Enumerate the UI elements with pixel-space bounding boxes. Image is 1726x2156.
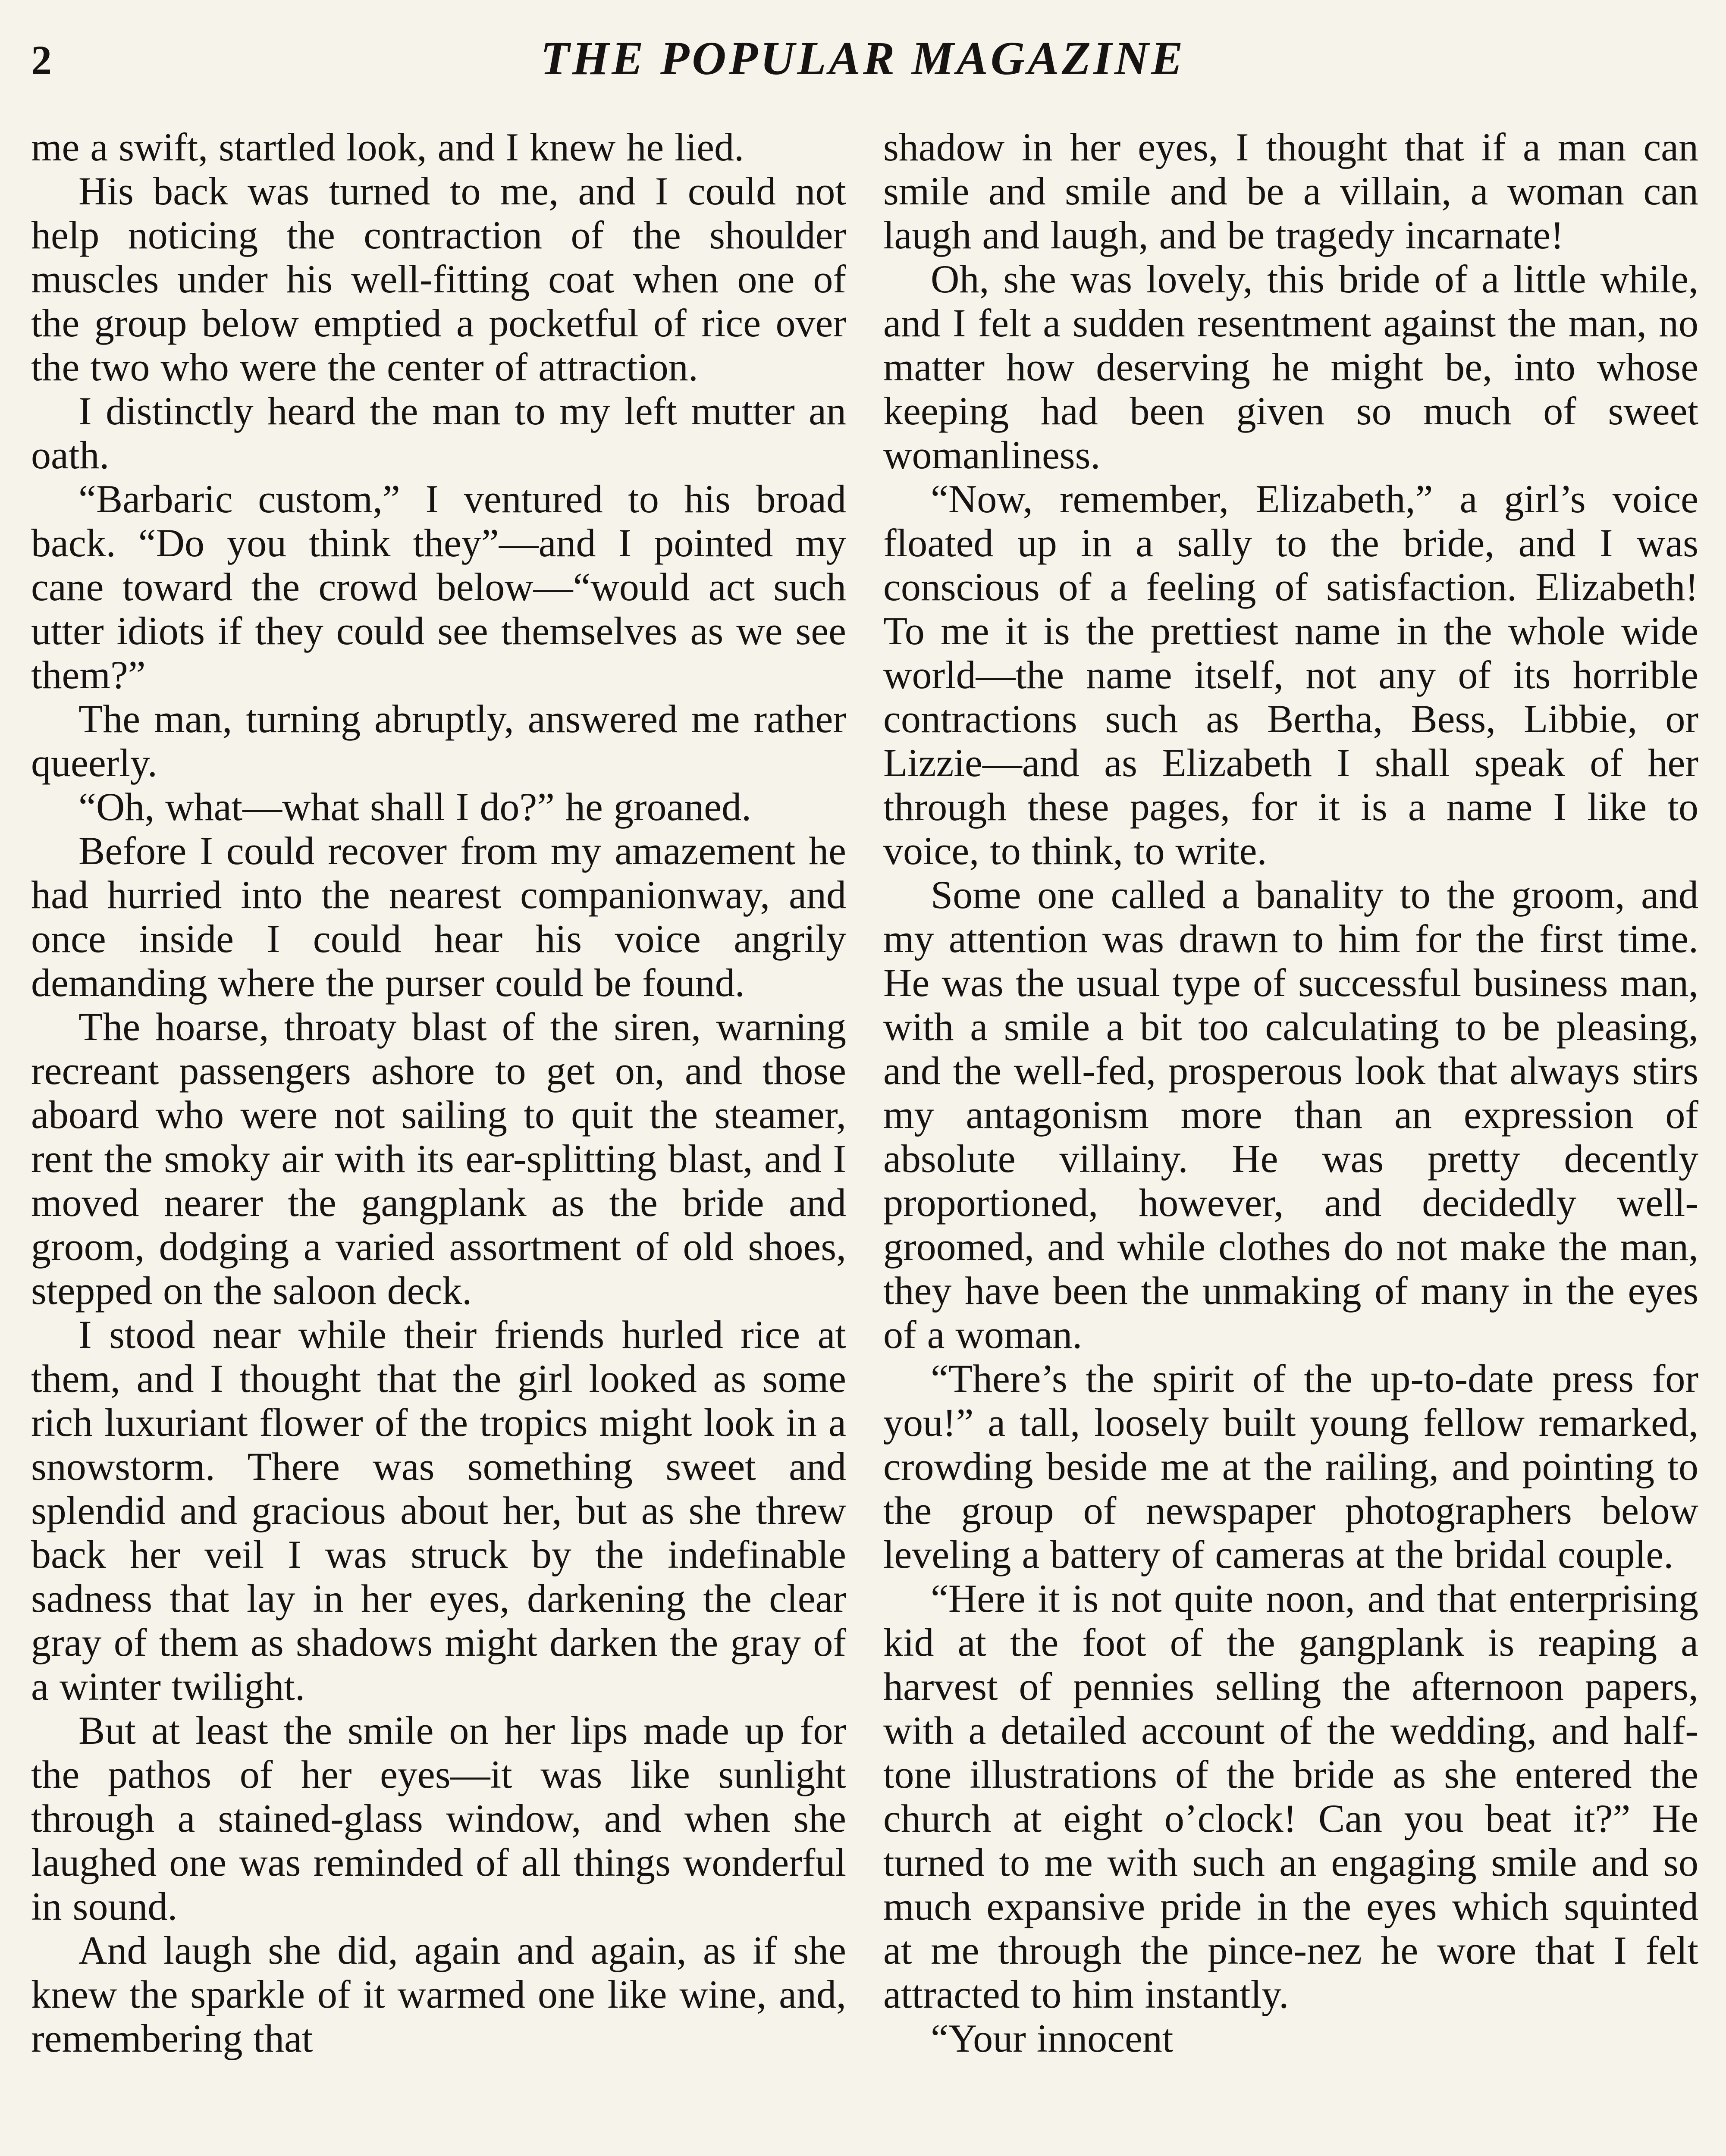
paragraph: “Your innocent [931, 2016, 1174, 2060]
paragraph: Some one called a banality to the groom, and my attention was drawn to him for the first time. He was the usual type of successful business man, with a smile a bit too calculating to be pleasing, and the well-fed, prosperous look that always stirs my antagonism more than an expression of absolute villainy. He was pretty decently proportioned, however, and decidedly well-groomed, and while clothes do not make the man, they have been the unmaking of many in the eyes of a woman. [883, 873, 1698, 1357]
paragraph: His back was turned to me, and I could not help noticing the contraction of the shoulder muscles under his well-fitting coat when one of the group below emptied a pocketful of rice over the two who were the center of attraction. [31, 169, 846, 389]
paragraph: I distinctly heard the man to my left mutter an oath. [31, 389, 846, 477]
paragraph: But at least the smile on her lips made up for the pathos of her eyes—it was like sunlight through a stained-glass window, and when she laughed one was reminded of all things wonderful in sound. [31, 1708, 846, 1928]
paragraph: The hoarse, throaty blast of the siren, warning recreant passengers ashore to get on, and those aboard who were not sailing to quit the steamer, rent the smoky air with its ear-splitting blast, and I moved nearer the gangplank as the bride and groom, dodging a varied assortment of old shoes, stepped on the saloon deck. [31, 1005, 846, 1313]
page-header [31, 31, 1695, 96]
paragraph: The man, turning abruptly, answered me rather queerly. [31, 697, 846, 785]
paragraph: me a swift, startled look, and I knew he lied. [31, 125, 744, 169]
paragraph: “There’s the spirit of the up-to-date press for you!” a tall, loosely built young fellow remarked, crowding beside me at the railing, and pointing to the group of newspaper photographers below leveling a battery of cameras at the bridal couple. [883, 1357, 1698, 1576]
paragraph: “Now, remember, Elizabeth,” a girl’s voice floated up in a sally to the bride, and I was conscious of a feeling of satisfaction. Elizabeth! To me it is the prettiest name in the whole wide world—the name itself, not any of its horrible contractions such as Bertha, Bess, Libbie, or Lizzie—and as Elizabeth I shall speak of her through these pages, for it is a name I like to voice, to think, to write. [883, 477, 1698, 873]
paragraph: Oh, she was lovely, this bride of a little while, and I felt a sudden resentment against the man, no matter how deserving he might be, into whose keeping had been given so much of sweet womanliness. [883, 257, 1698, 477]
paragraph: “Barbaric custom,” I ventured to his broad back. “Do you think they”—and I pointed my cane toward the crowd below—“would act such utter idiots if they could see themselves as we see them?” [31, 477, 846, 697]
paragraph: I stood near while their friends hurled rice at them, and I thought that the girl looked as some rich luxuriant flower of the tropics might look in a snowstorm. There was something sweet and splendid and gracious about her, but as she threw back her veil I was struck by the indefinable sadness that lay in her eyes, darkening the clear gray of them as shadows might darken the gray of a winter twilight. [31, 1313, 846, 1708]
article-columns [31, 125, 1698, 2156]
paragraph: And laugh she did, again and again, as if she knew the sparkle of it warmed one like wine, and, remembering that [31, 1928, 846, 2060]
paragraph: “Oh, what—what shall I do?” he groaned. [78, 785, 752, 829]
page-number: 2 [31, 37, 52, 83]
paragraph: Before I could recover from my amazement he had hurried into the nearest companionway, and once inside I could hear his voice angrily demanding where the purser could be found. [31, 829, 846, 1005]
left-column [31, 125, 846, 2156]
paragraph: “Here it is not quite noon, and that enterprising kid at the foot of the gangplank is reaping a harvest of pennies selling the afternoon papers, with a detailed account of the wedding, and half-tone illustrations of the bride as she entered the church at eight o’clock! Can you beat it?” He turned to me with such an engaging smile and so much expansive pride in the eyes which squinted at me through the pince-nez he wore that I felt attracted to him instantly. [883, 1576, 1698, 2016]
magazine-title: THE POPULAR MAGAZINE [540, 32, 1186, 85]
paragraph: shadow in her eyes, I thought that if a man can smile and smile and be a villain, a woman can laugh and laugh, and be tragedy incarnate! [883, 125, 1698, 257]
right-column [883, 125, 1698, 2156]
